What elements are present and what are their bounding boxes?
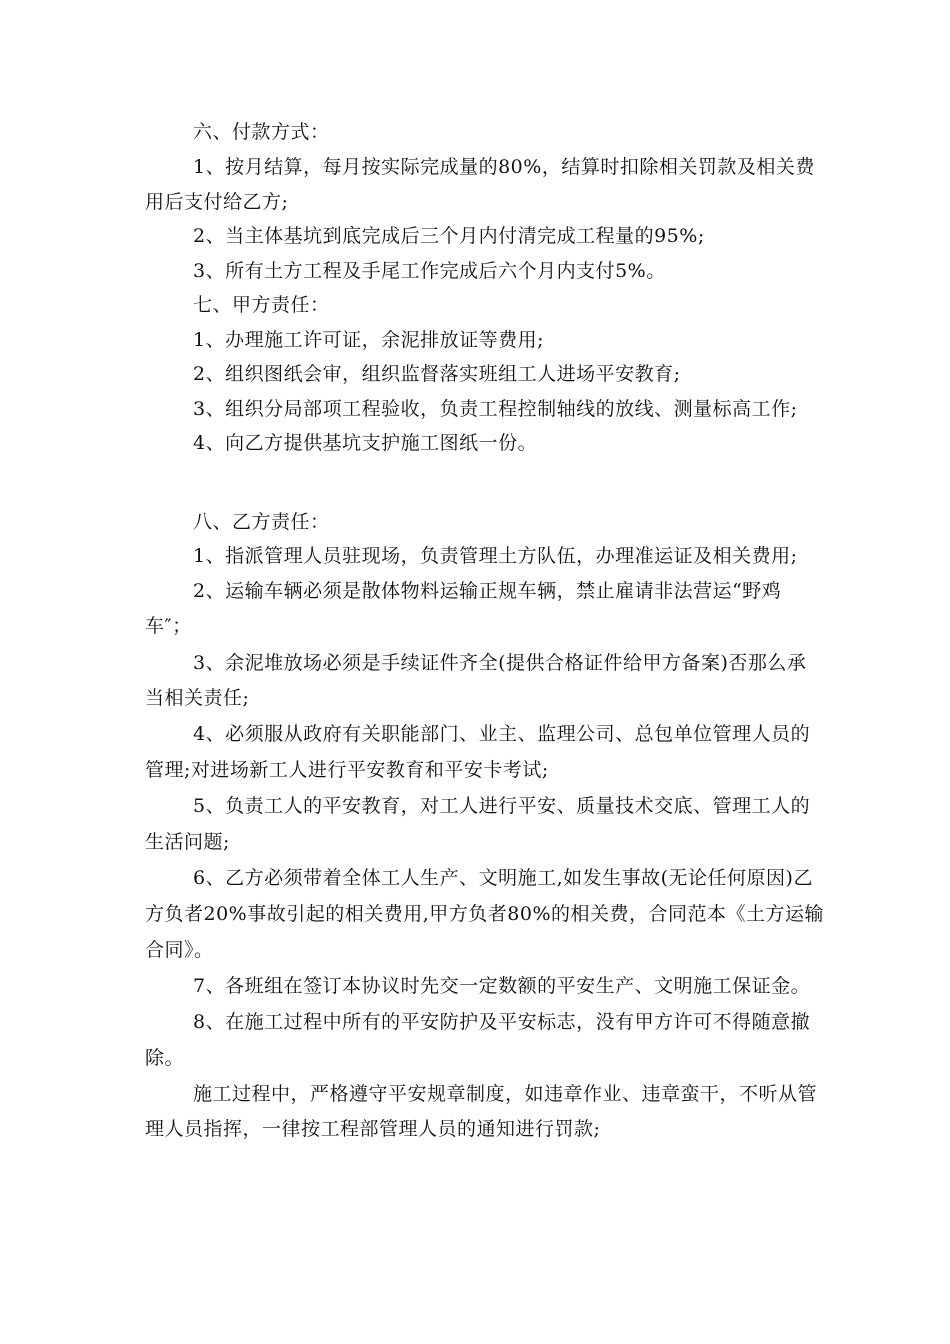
paragraph-line: 2、运输车辆必须是散体物料运输正规车辆，禁止雇请非法营运“野鸡 (193, 580, 782, 602)
paragraph-line: 方负者20%事故引起的相关费用,甲方负者80%的相关费，合同范本《土方运输 (145, 903, 825, 925)
paragraph-line: 理人员指挥，一律按工程部管理人员的通知进行罚款; (145, 1118, 601, 1140)
paragraph-line: 车″； (145, 615, 192, 637)
paragraph-line: 1、按月结算，每月按实际完成量的80%，结算时扣除相关罚款及相关费 (193, 156, 815, 178)
paragraph-line: 合同》。 (145, 939, 214, 961)
paragraph-line: 用后支付给乙方; (145, 191, 289, 213)
paragraph-line: 生活问题; (145, 831, 230, 853)
paragraph-line: 2、当主体基坑到底完成后三个月内付清完成工程量的95%; (193, 225, 705, 247)
paragraph-line: 3、余泥堆放场必须是手续证件齐全(提供合格证件给甲方备案)否那么承 (193, 652, 807, 674)
paragraph-line: 1、办理施工许可证，余泥排放证等费用; (193, 329, 544, 351)
paragraph-line: 3、组织分局部项工程验收，负责工程控制轴线的放线、测量标高工作; (193, 398, 798, 420)
paragraph-line: 4、向乙方提供基坑支护施工图纸一份。 (193, 432, 538, 454)
paragraph-line: 3、所有土方工程及手尾工作完成后六个月内支付5%。 (193, 260, 666, 282)
paragraph-line: 当相关责任; (145, 687, 250, 709)
section-heading-party-a: 七、甲方责任： (193, 294, 330, 316)
paragraph-line: 1、指派管理人员驻现场，负责管理土方队伍，办理准运证及相关费用; (193, 545, 798, 567)
section-heading-payment: 六、付款方式： (193, 121, 330, 143)
paragraph-line: 管理;对进场新工人进行平安教育和平安卡考试; (145, 759, 549, 781)
section-heading-party-b: 八、乙方责任： (193, 511, 330, 533)
paragraph-line: 2、组织图纸会审，组织监督落实班组工人进场平安教育; (193, 363, 681, 385)
paragraph-line: 6、乙方必须带着全体工人生产、文明施工,如发生事故(无论任何原因)乙 (193, 867, 813, 889)
paragraph-line: 4、必须服从政府有关职能部门、业主、监理公司、总包单位管理人员的 (193, 723, 811, 745)
paragraph-line: 施工过程中，严格遵守平安规章制度，如违章作业、违章蛮干，不听从管 (193, 1083, 818, 1105)
paragraph-line: 5、负责工人的平安教育，对工人进行平安、质量技术交底、管理工人的 (193, 795, 811, 817)
paragraph-line: 7、各班组在签订本协议时先交一定数额的平安生产、文明施工保证金。 (193, 975, 811, 997)
paragraph-line: 除。 (145, 1047, 185, 1069)
paragraph-line: 8、在施工过程中所有的平安防护及平安标志，没有甲方许可不得随意撤 (193, 1011, 811, 1033)
